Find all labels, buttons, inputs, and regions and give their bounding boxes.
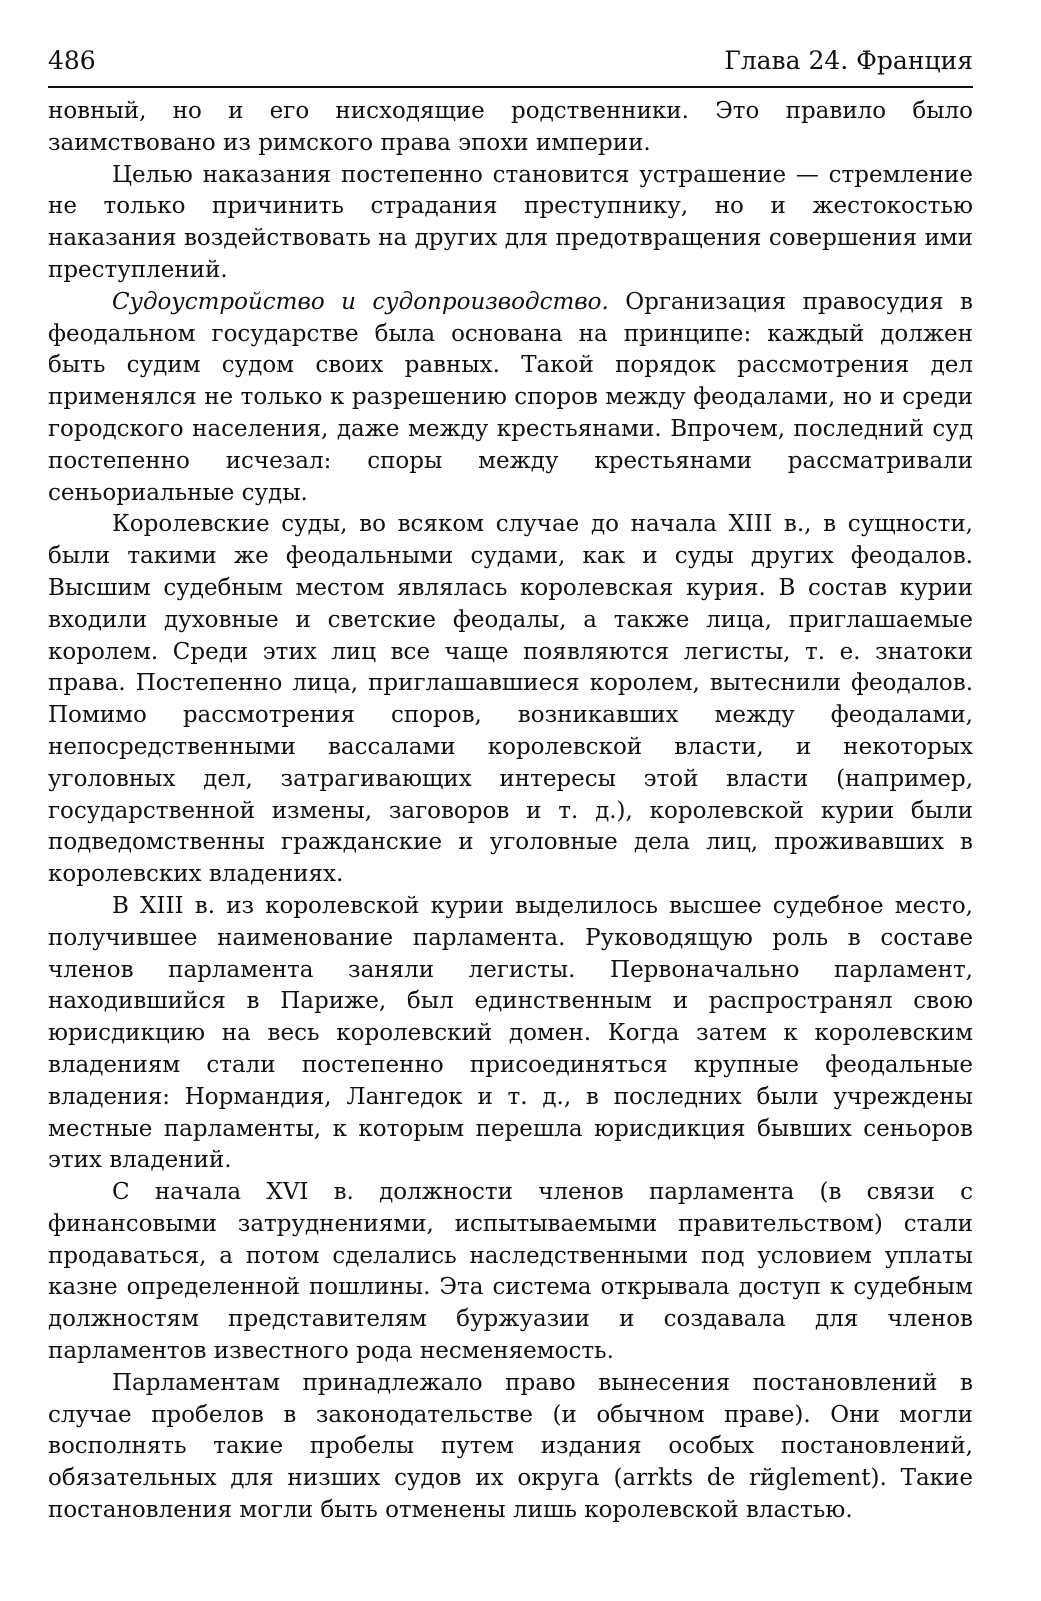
paragraph-text: Целью наказания постепенно становится устрашение — стремление не только причинить страдания преступнику, но и жестокостью наказания воздействовать на других для предотвращения совершения ими преступлений.	[48, 161, 973, 283]
body-text	[48, 96, 973, 1527]
book-page	[48, 0, 973, 1601]
paragraph	[48, 1368, 973, 1527]
paragraph-text: Королевские суды, во всяком случае до начала XIII в., в сущности, были такими же феодальными судами, как и суды других феодалов. Высшим судебным местом являлась королевская курия. В состав курии входили духовные и светские феодалы, а также лица, приглашаемые королем. Среди этих лиц все чаще появляются легисты, т. е. знатоки права. Постепенно лица, приглашавшиеся королем, вытеснили феодалов. Помимо рассмотрения споров, возникавших между феодалами, непосредственными вассалами королевской власти, и некоторых уголовных дел, затрагивающих интересы этой власти (например, государственной измены, заговоров и т. д.), королевской курии были подведомственны гражданские и уголовные дела лиц, проживавших в королевских владениях.	[48, 511, 973, 888]
paragraph	[48, 287, 973, 510]
paragraph-continued	[48, 96, 973, 160]
paragraph	[48, 891, 973, 1177]
paragraph	[48, 509, 973, 891]
paragraph	[48, 160, 973, 287]
running-header	[48, 46, 973, 88]
chapter-title: Глава 24. Франция	[724, 46, 973, 75]
paragraph-text: С начала XVI в. должности членов парламента (в связи с финансовыми затруднениями, испытываемыми правительством) стали продаваться, а потом сделались наследственными под условием уплаты казне определенной пошлины. Эта система открывала доступ к судебным должностям представителям буржуазии и создавала для членов парламентов известного рода несменяемость.	[48, 1179, 973, 1365]
paragraph-text: Организация правосудия в феодальном государстве была основана на принципе: каждый должен быть судим судом своих равных. Такой порядок рассмотрения дел применялся не только к разрешению споров между феодалами, но и среди городского населения, даже между крестьянами. Впрочем, последний суд постепенно исчезал: споры между крестьянами рассматривали сеньориальные суды.	[48, 288, 974, 506]
paragraph-text: В XIII в. из королевской курии выделилось высшее судебное место, получившее наименование парламента. Руководящую роль в составе членов парламента заняли легисты. Первоначально парламент, находившийся в Париже, был единственным и распространял свою юрисдикцию на весь королевский домен. Когда затем к королевским владениям стали постепенно присоединяться крупные феодальные владения: Нормандия, Лангедок и т. д., в последних были учреждены местные парламенты, к которым перешла юрисдикция бывших сеньоров этих владений.	[48, 892, 973, 1174]
page-number: 486	[48, 46, 96, 75]
paragraph-text: Парламентам принадлежало право вынесения постановлений в случае пробелов в законодательстве (и обычном праве). Они могли восполнять такие пробелы путем издания особых постановлений, обязательных для низших судов их округа (arrkts de rйglement). Такие постановления могли быть отменены лишь королевской властью.	[48, 1369, 973, 1524]
paragraph	[48, 1177, 973, 1368]
paragraph-text: новный, но и его нисходящие родственники. Это правило было заимствовано из римского права эпохи империи.	[48, 98, 973, 156]
section-run-in-heading: Судоустройство и судопроизводство.	[112, 288, 609, 315]
